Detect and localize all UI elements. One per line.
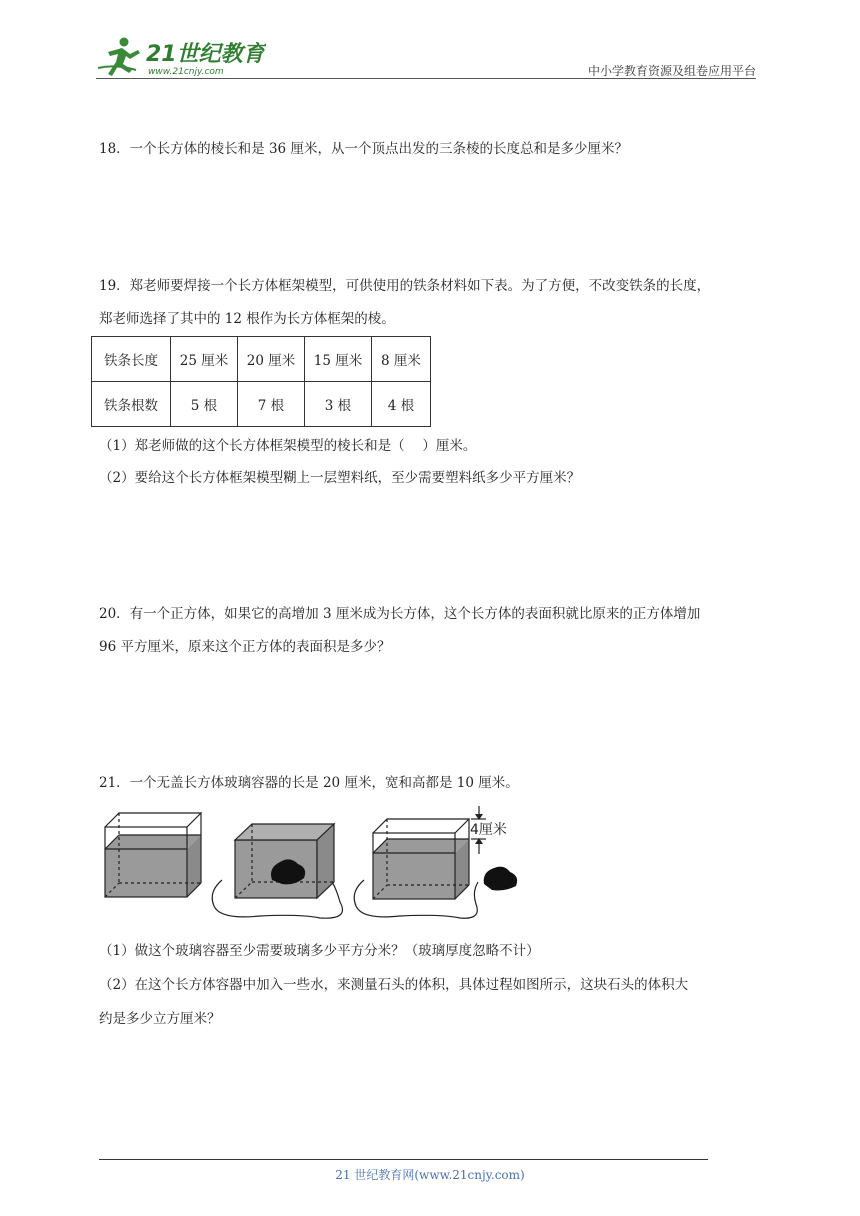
stone-icon — [484, 867, 517, 891]
container-with-stone — [212, 824, 342, 918]
question-21-sub2-line2: 约是多少立方厘米？ — [99, 1011, 221, 1027]
footer-text: 21 世纪教育网(www.21cnjy.com) — [335, 1168, 525, 1182]
header-divider — [96, 78, 756, 79]
question-19-sub1: （1）郑老师做的这个长方体框架模型的棱长和是（ ）厘米。 — [99, 438, 477, 454]
table-row — [92, 337, 431, 382]
logo-url: www.21cnjy.com — [148, 67, 224, 77]
question-19-line1: 19．郑老师要焊接一个长方体框架模型，可供使用的铁条材料如下表。为了方便，不改变铁条的长度， — [99, 278, 711, 294]
question-20-line2: 96 平方厘米，原来这个正方体的表面积是多少？ — [99, 639, 391, 655]
question-20-line1: 20．有一个正方体，如果它的高增加 3 厘米成为长方体，这个长方体的表面积就比原来的正方体增加 — [99, 606, 701, 622]
site-logo — [96, 34, 266, 78]
iron-bar-table — [91, 336, 431, 427]
logo-text: 21世纪教育 — [146, 42, 265, 67]
table-cell: 25 厘米 — [171, 337, 238, 382]
container-figure — [100, 802, 530, 928]
table-cell: 20 厘米 — [238, 337, 305, 382]
header-platform-text: 中小学教育资源及组卷应用平台 — [587, 64, 756, 78]
question-18: 18．一个长方体的棱长和是 36 厘米，从一个顶点出发的三条棱的长度总和是多少厘米？ — [99, 141, 628, 157]
question-19-line2: 郑老师选择了其中的 12 根作为长方体框架的棱。 — [99, 311, 395, 327]
container-empty-water — [105, 813, 201, 897]
table-cell: 5 根 — [171, 382, 238, 427]
footer-divider — [99, 1159, 708, 1160]
table-cell: 3 根 — [305, 382, 372, 427]
table-cell: 铁条长度 — [92, 337, 171, 382]
question-19-sub2: （2）要给这个长方体框架模型糊上一层塑料纸，至少需要塑料纸多少平方厘米？ — [99, 470, 581, 486]
question-21-sub1: （1）做这个玻璃容器至少需要玻璃多少平方分米？（玻璃厚度忽略不计） — [99, 943, 540, 959]
table-cell: 8 厘米 — [372, 337, 431, 382]
table-cell: 7 根 — [238, 382, 305, 427]
table-cell: 15 厘米 — [305, 337, 372, 382]
dimension-label: 4厘米 — [470, 822, 507, 838]
table-cell: 铁条根数 — [92, 382, 171, 427]
question-21: 21．一个无盖长方体玻璃容器的长是 20 厘米，宽和高都是 10 厘米。 — [99, 775, 519, 791]
table-row — [92, 382, 431, 427]
runner-icon — [98, 38, 140, 77]
question-21-sub2-line1: （2）在这个长方体容器中加入一些水，来测量石头的体积，具体过程如图所示，这块石头的体积大 — [99, 977, 689, 993]
table-cell: 4 根 — [372, 382, 431, 427]
